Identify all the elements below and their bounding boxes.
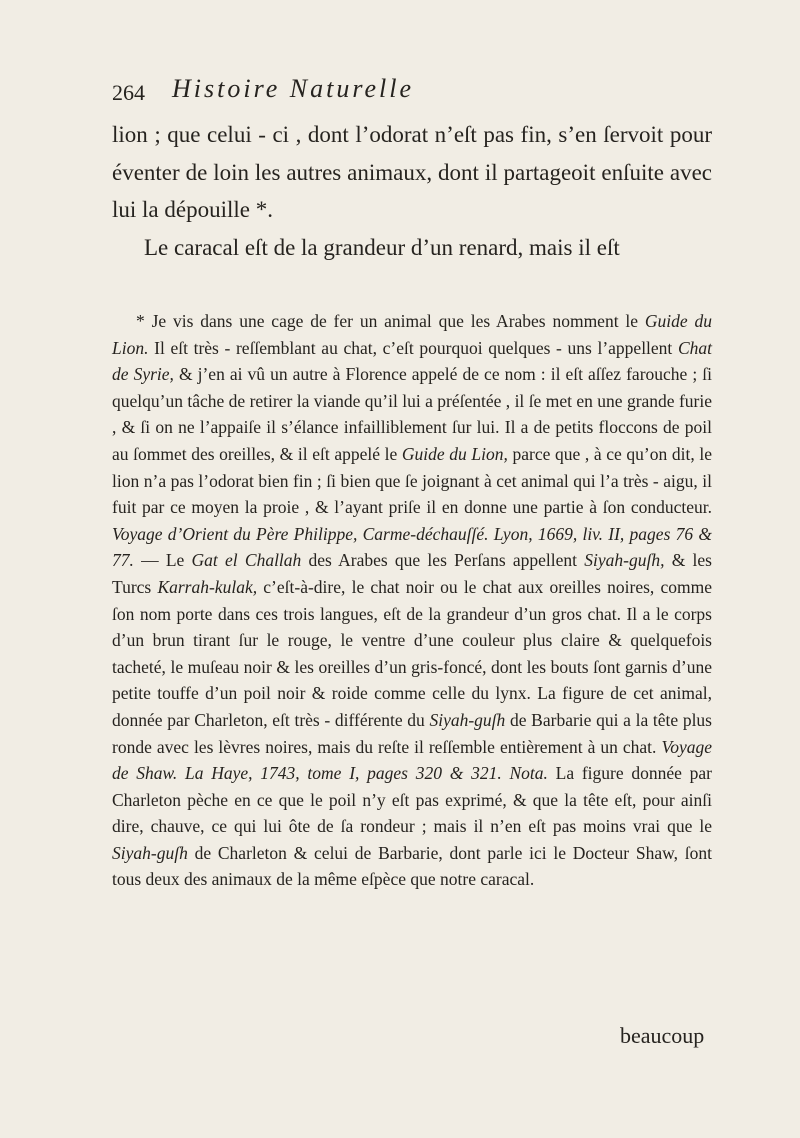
page-number: 264 bbox=[112, 80, 145, 105]
footnote-italic: Gat el Challah bbox=[191, 550, 302, 571]
footnote-text: & les Turcs bbox=[112, 550, 712, 597]
footnote bbox=[112, 308, 712, 893]
footnote-text: La figure donnée par Charleton pèche en ce que le poil n’y eſt pas exprimé, & que la tête eſt, pour ainſi dire, chauve, ce qui lui ôte de ſa rondeur ; mais il n’en eſt pas moins vrai que le bbox=[112, 763, 712, 837]
footnote-text: * Je vis dans une cage de fer un animal que les Arabes nomment le bbox=[136, 311, 645, 331]
footnote-text: de Charleton & celui de Barbarie, dont parle ici le Docteur Shaw, ſont tous deux des animaux de la même eſpèce que notre caracal. bbox=[112, 842, 712, 890]
footnote-text: des Arabes que les Perſans appellent bbox=[301, 550, 585, 571]
running-title: Histoire Naturelle bbox=[172, 74, 415, 103]
footnote-citation: Voyage de Shaw. La Haye, 1743, tome I, pages 320 & 321. Nota. bbox=[112, 736, 712, 784]
footnote-citation: Voyage d’Orient du Père Philippe, Carme-déchauſſé. Lyon, 1669, liv. II, pages 76 & 77. bbox=[112, 523, 712, 571]
footnote-italic: Siyah-guſh, bbox=[584, 550, 665, 571]
footnote-italic: Guide du Lion. bbox=[112, 311, 712, 358]
footnote-text: c’eſt-à-dire, le chat noir ou le chat aux oreilles noires, comme ſon nom porte dans ces trois langues, eſt de la grandeur d’un gros chat. Il a le corps d’un brun tirant ſur le rouge, le ventre d’une couleur plus claire & quelquefois tacheté, le muſeau noir & les oreilles d’un gris-foncé, dont les bouts ſont garnis d’une petite touffe d’un poil noir & roide comme celle du lynx. La figure de cet animal, donnée par Charleton, eſt très - différente du bbox=[112, 576, 713, 730]
footnote-text: Il eſt très - reſſemblant au chat, c’eſt pourquoi quelques - uns l’appellent bbox=[148, 337, 678, 358]
footnote-italic: Karrah-kulak, bbox=[157, 576, 258, 597]
footnote-italic: Guide du Lion, bbox=[401, 443, 508, 464]
footnote-text: parce que , à ce qu’on dit, le lion n’a pas l’odorat bien fin ; ſi bien que ſe joignant à cet animal qui l’a très - aigu, il fuit par ce moyen la proie , & l’ayant priſe il en donne une partie à ſon conducteur. bbox=[112, 443, 712, 518]
footnote-text: de Barbarie qui a la tête plus ronde avec les lèvres noires, mais du reſte il reſſemble entièrement à un chat. bbox=[112, 709, 712, 757]
footnote-italic: Chat de Syrie, bbox=[112, 337, 712, 385]
page-header bbox=[112, 74, 712, 110]
main-text bbox=[112, 116, 712, 266]
footnote-text: & j’en ai vû un autre à Florence appelé de ce nom : il eſt aſſez farouche ; ſi quelqu’un tâche de retirer la viande qu’il lui a préſentée , il ſe met en une grande furie , & ſi on ne l’appaiſe il s’élance infailliblement ſur lui. Il a de petits floccons de poil au ſommet des oreilles, & il eſt appelé le bbox=[112, 364, 712, 464]
footnote-text: — Le bbox=[133, 550, 192, 571]
footnote-paragraph bbox=[112, 308, 712, 893]
footnote-italic: Siyah-guſh bbox=[112, 842, 188, 863]
catchword: beaucoup bbox=[620, 1023, 705, 1048]
footnote-italic: Siyah-guſh bbox=[429, 709, 506, 730]
main-paragraph-2: Le caracal eſt de la grandeur d’un renard, mais il eſt bbox=[144, 234, 620, 260]
main-paragraph-1: lion ; que celui - ci , dont l’odorat n’eſt pas fin, s’en ſervoit pour éventer de loin les autres animaux, dont il partageoit enſuite avec lui la dépouille *. bbox=[112, 122, 712, 222]
